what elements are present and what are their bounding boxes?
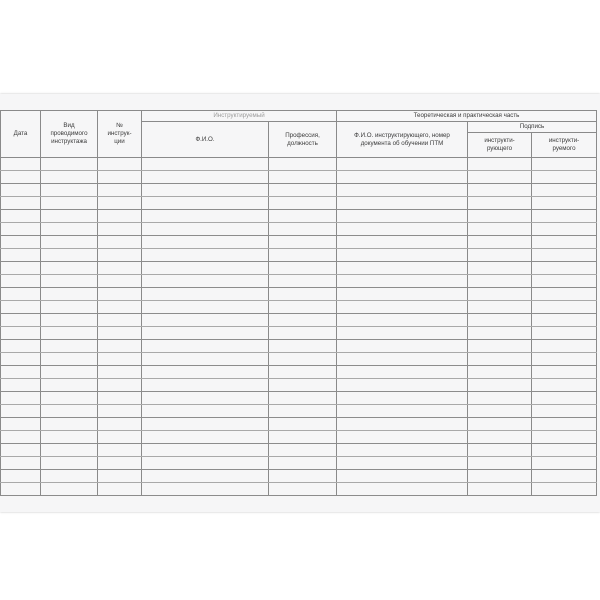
cell-fio[interactable] [142, 379, 269, 392]
cell-sig-instructed[interactable] [532, 262, 597, 275]
cell-kind[interactable] [41, 366, 98, 379]
cell-kind[interactable] [41, 431, 98, 444]
cell-sig-instructor[interactable] [468, 184, 532, 197]
table-row [1, 223, 597, 236]
cell-number[interactable] [98, 184, 142, 197]
cell-profession[interactable] [269, 314, 337, 327]
cell-number[interactable] [98, 392, 142, 405]
cell-profession[interactable] [269, 223, 337, 236]
cell-fio[interactable] [142, 327, 269, 340]
table-row [1, 431, 597, 444]
table-row [1, 457, 597, 470]
cell-profession[interactable] [269, 210, 337, 223]
cell-number[interactable] [98, 262, 142, 275]
cell-sig-instructor[interactable] [468, 275, 532, 288]
table-row [1, 197, 597, 210]
cell-kind[interactable] [41, 171, 98, 184]
cell-sig-instructed[interactable] [532, 366, 597, 379]
table-row [1, 262, 597, 275]
cell-number[interactable] [98, 301, 142, 314]
cell-kind[interactable] [41, 457, 98, 470]
cell-kind[interactable] [41, 444, 98, 457]
header-signature-instructor: инструкти- рующего [468, 133, 532, 158]
table-row [1, 353, 597, 366]
cell-fio[interactable] [142, 249, 269, 262]
cell-sig-instructed[interactable] [532, 353, 597, 366]
table-row [1, 210, 597, 223]
cell-date[interactable] [1, 275, 41, 288]
cell-sig-instructed[interactable] [532, 392, 597, 405]
cell-instructor-fio[interactable] [337, 431, 468, 444]
cell-number[interactable] [98, 275, 142, 288]
cell-instructor-fio[interactable] [337, 314, 468, 327]
cell-fio[interactable] [142, 431, 269, 444]
cell-number[interactable] [98, 431, 142, 444]
cell-sig-instructed[interactable] [532, 418, 597, 431]
cell-sig-instructor[interactable] [468, 288, 532, 301]
cell-sig-instructed[interactable] [532, 483, 597, 496]
cell-profession[interactable] [269, 366, 337, 379]
cell-instructor-fio[interactable] [337, 288, 468, 301]
table-row [1, 275, 597, 288]
cell-date[interactable] [1, 405, 41, 418]
cell-instructor-fio[interactable] [337, 379, 468, 392]
cell-date[interactable] [1, 288, 41, 301]
cell-fio[interactable] [142, 158, 269, 171]
cell-date[interactable] [1, 171, 41, 184]
cell-kind[interactable] [41, 379, 98, 392]
cell-date[interactable] [1, 457, 41, 470]
cell-number[interactable] [98, 405, 142, 418]
cell-kind[interactable] [41, 249, 98, 262]
cell-instructor-fio[interactable] [337, 392, 468, 405]
cell-profession[interactable] [269, 301, 337, 314]
cell-number[interactable] [98, 171, 142, 184]
cell-profession[interactable] [269, 236, 337, 249]
cell-sig-instructor[interactable] [468, 236, 532, 249]
cell-date[interactable] [1, 249, 41, 262]
table-body [1, 158, 597, 496]
cell-instructor-fio[interactable] [337, 301, 468, 314]
table-row [1, 379, 597, 392]
cell-date[interactable] [1, 392, 41, 405]
cell-fio[interactable] [142, 171, 269, 184]
cell-sig-instructed[interactable] [532, 158, 597, 171]
cell-profession[interactable] [269, 262, 337, 275]
table-row [1, 288, 597, 301]
cell-date[interactable] [1, 262, 41, 275]
cell-sig-instructor[interactable] [468, 418, 532, 431]
cell-kind[interactable] [41, 275, 98, 288]
cell-sig-instructed[interactable] [532, 223, 597, 236]
cell-fio[interactable] [142, 288, 269, 301]
cell-fio[interactable] [142, 444, 269, 457]
cell-instructor-fio[interactable] [337, 444, 468, 457]
cell-date[interactable] [1, 327, 41, 340]
cell-sig-instructor[interactable] [468, 470, 532, 483]
table-row [1, 418, 597, 431]
cell-sig-instructor[interactable] [468, 210, 532, 223]
cell-date[interactable] [1, 353, 41, 366]
cell-kind[interactable] [41, 158, 98, 171]
cell-fio[interactable] [142, 275, 269, 288]
cell-sig-instructor[interactable] [468, 444, 532, 457]
cell-kind[interactable] [41, 327, 98, 340]
cell-number[interactable] [98, 457, 142, 470]
cell-profession[interactable] [269, 405, 337, 418]
cell-kind[interactable] [41, 184, 98, 197]
cell-sig-instructed[interactable] [532, 379, 597, 392]
cell-profession[interactable] [269, 288, 337, 301]
cell-date[interactable] [1, 158, 41, 171]
cell-fio[interactable] [142, 301, 269, 314]
cell-date[interactable] [1, 301, 41, 314]
cell-number[interactable] [98, 353, 142, 366]
table-row [1, 314, 597, 327]
cell-fio[interactable] [142, 366, 269, 379]
form-sheet [0, 94, 600, 512]
cell-kind[interactable] [41, 314, 98, 327]
header-instructed-group: Инструктируемый [142, 111, 337, 122]
cell-kind[interactable] [41, 353, 98, 366]
cell-sig-instructor[interactable] [468, 340, 532, 353]
cell-kind[interactable] [41, 197, 98, 210]
cell-kind[interactable] [41, 210, 98, 223]
header-fio: Ф.И.О. [142, 122, 269, 158]
cell-kind[interactable] [41, 392, 98, 405]
cell-number[interactable] [98, 288, 142, 301]
cell-date[interactable] [1, 197, 41, 210]
cell-number[interactable] [98, 158, 142, 171]
cell-profession[interactable] [269, 353, 337, 366]
table-row [1, 171, 597, 184]
table-row [1, 392, 597, 405]
cell-kind[interactable] [41, 288, 98, 301]
cell-fio[interactable] [142, 457, 269, 470]
cell-sig-instructed[interactable] [532, 327, 597, 340]
cell-number[interactable] [98, 379, 142, 392]
cell-kind[interactable] [41, 470, 98, 483]
table-row [1, 405, 597, 418]
cell-kind[interactable] [41, 262, 98, 275]
table-row [1, 340, 597, 353]
cell-date[interactable] [1, 444, 41, 457]
header-instruction-number: № инструк- ции [98, 111, 142, 158]
cell-sig-instructor[interactable] [468, 366, 532, 379]
cell-profession[interactable] [269, 470, 337, 483]
table-row [1, 158, 597, 171]
cell-profession[interactable] [269, 249, 337, 262]
header-date: Дата [1, 111, 41, 158]
cell-profession[interactable] [269, 184, 337, 197]
cell-number[interactable] [98, 236, 142, 249]
cell-profession[interactable] [269, 392, 337, 405]
cell-fio[interactable] [142, 223, 269, 236]
cell-fio[interactable] [142, 184, 269, 197]
cell-date[interactable] [1, 184, 41, 197]
cell-sig-instructed[interactable] [532, 210, 597, 223]
cell-profession[interactable] [269, 418, 337, 431]
table-row [1, 236, 597, 249]
cell-instructor-fio[interactable] [337, 262, 468, 275]
header-theory-practice-group: Теоретическая и практическая часть [337, 111, 597, 122]
cell-number[interactable] [98, 197, 142, 210]
cell-kind[interactable] [41, 236, 98, 249]
cell-fio[interactable] [142, 418, 269, 431]
cell-kind[interactable] [41, 418, 98, 431]
cell-sig-instructed[interactable] [532, 275, 597, 288]
cell-instructor-fio[interactable] [337, 405, 468, 418]
cell-date[interactable] [1, 483, 41, 496]
cell-sig-instructed[interactable] [532, 470, 597, 483]
instruction-register-table [0, 110, 597, 496]
cell-instructor-fio[interactable] [337, 158, 468, 171]
cell-kind[interactable] [41, 405, 98, 418]
cell-sig-instructor[interactable] [468, 158, 532, 171]
cell-profession[interactable] [269, 327, 337, 340]
table-row [1, 444, 597, 457]
cell-instructor-fio[interactable] [337, 210, 468, 223]
cell-profession[interactable] [269, 431, 337, 444]
cell-number[interactable] [98, 470, 142, 483]
cell-instructor-fio[interactable] [337, 340, 468, 353]
cell-number[interactable] [98, 340, 142, 353]
cell-number[interactable] [98, 314, 142, 327]
cell-fio[interactable] [142, 314, 269, 327]
cell-sig-instructed[interactable] [532, 314, 597, 327]
cell-date[interactable] [1, 379, 41, 392]
cell-sig-instructed[interactable] [532, 249, 597, 262]
cell-sig-instructor[interactable] [468, 405, 532, 418]
table-row [1, 483, 597, 496]
cell-instructor-fio[interactable] [337, 327, 468, 340]
cell-sig-instructor[interactable] [468, 431, 532, 444]
cell-instructor-fio[interactable] [337, 171, 468, 184]
cell-sig-instructor[interactable] [468, 379, 532, 392]
cell-instructor-fio[interactable] [337, 223, 468, 236]
cell-profession[interactable] [269, 444, 337, 457]
cell-instructor-fio[interactable] [337, 483, 468, 496]
cell-profession[interactable] [269, 275, 337, 288]
cell-profession[interactable] [269, 171, 337, 184]
cell-date[interactable] [1, 223, 41, 236]
cell-sig-instructor[interactable] [468, 314, 532, 327]
cell-sig-instructor[interactable] [468, 249, 532, 262]
cell-sig-instructed[interactable] [532, 288, 597, 301]
cell-sig-instructor[interactable] [468, 197, 532, 210]
table-header [1, 111, 597, 158]
cell-profession[interactable] [269, 483, 337, 496]
cell-number[interactable] [98, 366, 142, 379]
cell-sig-instructed[interactable] [532, 171, 597, 184]
table-row [1, 470, 597, 483]
cell-instructor-fio[interactable] [337, 275, 468, 288]
cell-sig-instructor[interactable] [468, 457, 532, 470]
header-signature-instructed: инструкти- руемого [532, 133, 597, 158]
cell-kind[interactable] [41, 223, 98, 236]
table-row [1, 184, 597, 197]
cell-profession[interactable] [269, 340, 337, 353]
cell-sig-instructed[interactable] [532, 444, 597, 457]
cell-kind[interactable] [41, 483, 98, 496]
cell-number[interactable] [98, 210, 142, 223]
cell-date[interactable] [1, 431, 41, 444]
cell-number[interactable] [98, 249, 142, 262]
cell-fio[interactable] [142, 353, 269, 366]
cell-profession[interactable] [269, 457, 337, 470]
cell-number[interactable] [98, 483, 142, 496]
cell-sig-instructed[interactable] [532, 457, 597, 470]
cell-fio[interactable] [142, 470, 269, 483]
cell-sig-instructor[interactable] [468, 483, 532, 496]
header-signature-group: Подпись [468, 122, 597, 133]
cell-instructor-fio[interactable] [337, 470, 468, 483]
cell-fio[interactable] [142, 483, 269, 496]
cell-fio[interactable] [142, 210, 269, 223]
table-row [1, 366, 597, 379]
cell-sig-instructor[interactable] [468, 353, 532, 366]
header-instruction-kind: Вид проводимого инструктажа [41, 111, 98, 158]
cell-date[interactable] [1, 366, 41, 379]
table-row [1, 327, 597, 340]
cell-sig-instructor[interactable] [468, 327, 532, 340]
cell-sig-instructor[interactable] [468, 392, 532, 405]
header-instructor-fio: Ф.И.О. инструктирующего, номер документа об обучении ПТМ [337, 122, 468, 158]
cell-instructor-fio[interactable] [337, 249, 468, 262]
cell-sig-instructed[interactable] [532, 340, 597, 353]
cell-sig-instructor[interactable] [468, 171, 532, 184]
cell-fio[interactable] [142, 340, 269, 353]
cell-fio[interactable] [142, 392, 269, 405]
table-row [1, 249, 597, 262]
cell-fio[interactable] [142, 262, 269, 275]
cell-sig-instructed[interactable] [532, 301, 597, 314]
header-profession: Профессия, должность [269, 122, 337, 158]
cell-instructor-fio[interactable] [337, 184, 468, 197]
cell-instructor-fio[interactable] [337, 457, 468, 470]
cell-date[interactable] [1, 470, 41, 483]
cell-sig-instructed[interactable] [532, 236, 597, 249]
cell-instructor-fio[interactable] [337, 197, 468, 210]
cell-profession[interactable] [269, 197, 337, 210]
cell-instructor-fio[interactable] [337, 418, 468, 431]
cell-date[interactable] [1, 340, 41, 353]
cell-date[interactable] [1, 418, 41, 431]
cell-sig-instructed[interactable] [532, 431, 597, 444]
cell-sig-instructed[interactable] [532, 184, 597, 197]
cell-profession[interactable] [269, 379, 337, 392]
cell-sig-instructed[interactable] [532, 197, 597, 210]
cell-instructor-fio[interactable] [337, 366, 468, 379]
cell-number[interactable] [98, 223, 142, 236]
cell-sig-instructed[interactable] [532, 405, 597, 418]
cell-kind[interactable] [41, 340, 98, 353]
cell-instructor-fio[interactable] [337, 353, 468, 366]
cell-number[interactable] [98, 418, 142, 431]
cell-fio[interactable] [142, 236, 269, 249]
cell-fio[interactable] [142, 405, 269, 418]
cell-number[interactable] [98, 327, 142, 340]
cell-number[interactable] [98, 444, 142, 457]
table-row [1, 301, 597, 314]
cell-date[interactable] [1, 236, 41, 249]
cell-fio[interactable] [142, 197, 269, 210]
cell-sig-instructor[interactable] [468, 301, 532, 314]
cell-date[interactable] [1, 314, 41, 327]
cell-date[interactable] [1, 210, 41, 223]
cell-kind[interactable] [41, 301, 98, 314]
cell-sig-instructor[interactable] [468, 223, 532, 236]
cell-profession[interactable] [269, 158, 337, 171]
cell-instructor-fio[interactable] [337, 236, 468, 249]
cell-sig-instructor[interactable] [468, 262, 532, 275]
